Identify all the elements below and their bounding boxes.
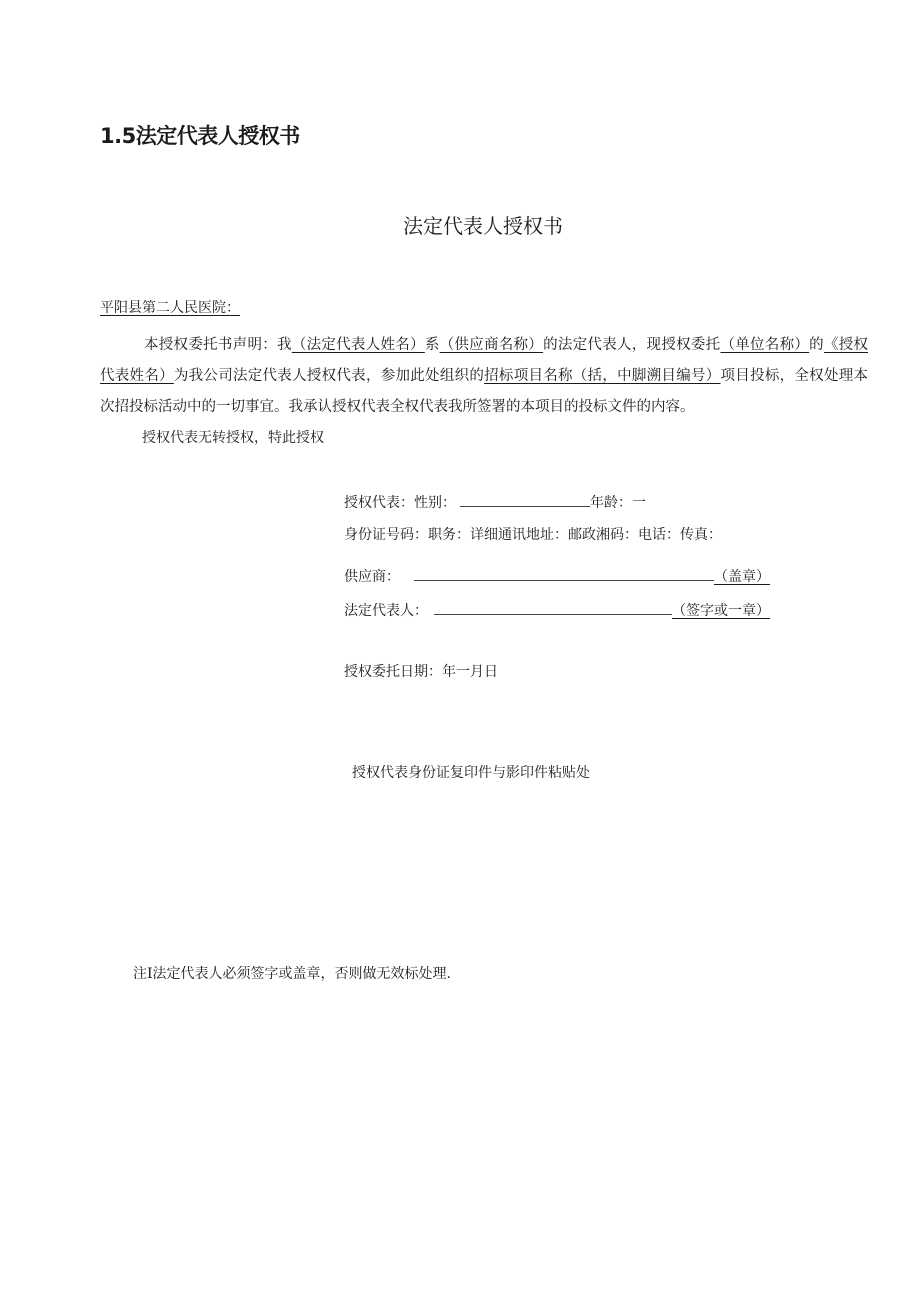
declaration-text-6: 项目投标，全权处理本次招投标活动中的一切事宜。我承认授权代表全权代表我所签署的本项目的投标文件的内容。 <box>100 368 869 415</box>
declaration-text-1: 本授权委托书声明：我 <box>144 337 292 353</box>
agent-details-line: 身份证号码：职务：详细通讯地址：邮政湘码：电话：传真： <box>344 527 722 543</box>
declaration-text-4: 的 <box>809 337 824 353</box>
age-label: 年龄：一 <box>590 495 646 511</box>
document-title: 法定代表人授权书 <box>403 214 563 238</box>
gender-blank <box>460 492 590 507</box>
declaration-text-3: 的法定代表人，现授权委托 <box>543 337 721 353</box>
field-agent-name: 《授权代表姓名） <box>100 337 868 384</box>
footnote: 注I法定代表人必须签字或盖章，否则做无效标处理. <box>133 966 451 982</box>
supplier-label: 供应商： <box>344 569 400 585</box>
declaration-text-5: 为我公司法定代表人授权代表，参加此处组织的 <box>173 368 485 384</box>
supplier-line <box>344 566 770 587</box>
supplier-seal: （盖章） <box>714 569 770 585</box>
declaration-text-2: 系 <box>424 337 440 353</box>
field-project-name: 招标项目名称（括，中脚溯目编号） <box>484 368 721 384</box>
addressee-text: 平阳县第二人民医院： <box>100 300 240 316</box>
legal-rep-label: 法定代表人： <box>344 603 428 619</box>
section-heading: 1.5法定代表人授权书 <box>100 124 300 148</box>
field-unit-name: （单位名称） <box>720 337 810 353</box>
field-rep-name: （法定代表人姓名） <box>291 337 425 353</box>
legal-rep-sign: （签字或一章） <box>672 603 770 619</box>
declaration-paragraph <box>100 330 868 423</box>
agent-gender-age-line <box>344 492 646 513</box>
supplier-blank <box>414 566 714 581</box>
id-paste-area-label: 授权代表身份证复印件与影印件粘贴处 <box>352 765 590 781</box>
field-supplier-name: （供应商名称） <box>439 337 544 353</box>
addressee <box>100 298 240 318</box>
legal-rep-line <box>344 600 770 621</box>
legal-rep-blank <box>434 600 672 615</box>
authorization-date: 授权委托日期：年一月日 <box>344 664 498 680</box>
no-transfer-statement: 授权代表无转授权，特此授权 <box>142 430 324 446</box>
agent-gender-label: 授权代表：性别： <box>344 495 456 511</box>
